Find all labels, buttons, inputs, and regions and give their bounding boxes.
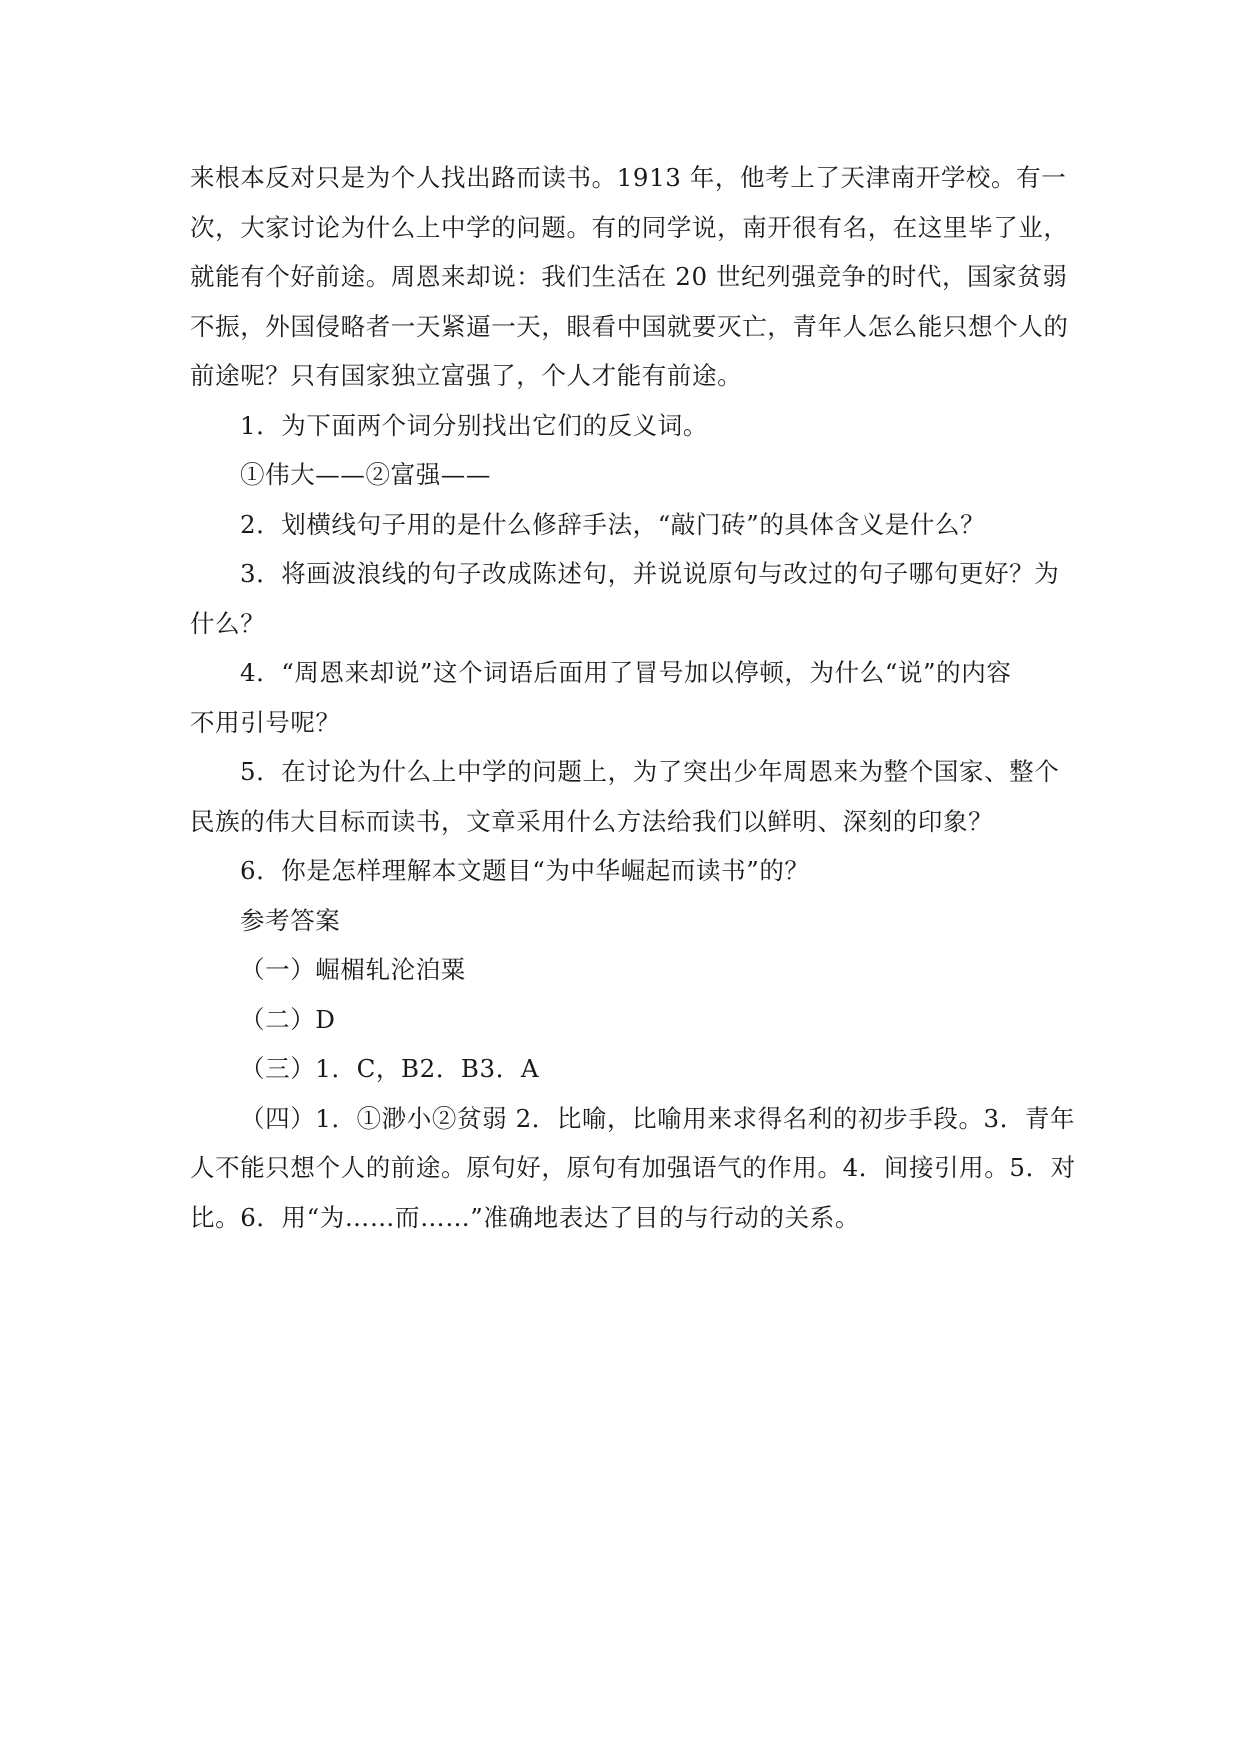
question-3-line: 什么？ — [190, 608, 266, 638]
question-1: 1．为下面两个词分别找出它们的反义词。 — [240, 410, 708, 440]
question-1-blanks: ①伟大——②富强—— — [240, 460, 491, 489]
answers-heading: 参考答案 — [240, 905, 341, 935]
question-4-line: 4．“周恩来却说”这个词语后面用了冒号加以停顿，为什么“说”的内容 — [240, 658, 1012, 687]
answer-part-4 — [190, 1094, 1076, 1243]
answer-part-1: （一）崛楣轧沦泊粟 — [240, 955, 466, 984]
question-4 — [190, 648, 1052, 747]
answer-part-3: （三）1．C，B2．B3．A — [240, 1054, 540, 1083]
document-body — [190, 153, 1076, 1242]
answer-part-2: （二）D — [240, 1004, 336, 1034]
question-6: 6．你是怎样理解本文题目“为中华崛起而读书”的？ — [240, 856, 810, 885]
passage-line: 来根本反对只是为个人找出路而读书。1913 年，他考上了天津南开学校。有一 — [190, 163, 1067, 192]
passage-paragraph — [190, 153, 1069, 401]
passage-line: 就能有个好前途。周恩来却说：我们生活在 20 世纪列强竞争的时代，国家贫弱 — [190, 262, 1068, 291]
question-5-line: 5．在讨论为什么上中学的问题上，为了突出少年周恩来为整个国家、整个 — [240, 757, 1060, 786]
answer-part-4-line: 人不能只想个人的前途。原句好，原句有加强语气的作用。4．间接引用。5．对 — [190, 1153, 1076, 1182]
passage-line: 前途呢？只有国家独立富强了，个人才能有前途。 — [190, 361, 743, 390]
question-5-line: 民族的伟大目标而读书，文章采用什么方法给我们以鲜明、深刻的印象？ — [190, 806, 994, 836]
passage-line: 不振，外国侵略者一天紧逼一天，眼看中国就要灭亡，青年人怎么能只想个人的 — [190, 311, 1069, 341]
question-2: 2．划横线句子用的是什么修辞手法，“敲门砖”的具体含义是什么？ — [240, 509, 986, 539]
question-4-line: 不用引号呢？ — [190, 707, 341, 737]
answer-part-4-line: （四）1．①渺小②贫弱 2．比喻，比喻用来求得名利的初步手段。3．青年 — [240, 1103, 1076, 1133]
answer-part-4-line: 比。6．用“为……而……”准确地表达了目的与行动的关系。 — [190, 1202, 860, 1232]
question-3-line: 3．将画波浪线的句子改成陈述句，并说说原句与改过的句子哪句更好？为 — [240, 559, 1060, 588]
question-3 — [190, 549, 1060, 648]
passage-line: 次，大家讨论为什么上中学的问题。有的同学说，南开很有名，在这里毕了业， — [190, 212, 1069, 242]
question-5 — [190, 747, 1060, 846]
